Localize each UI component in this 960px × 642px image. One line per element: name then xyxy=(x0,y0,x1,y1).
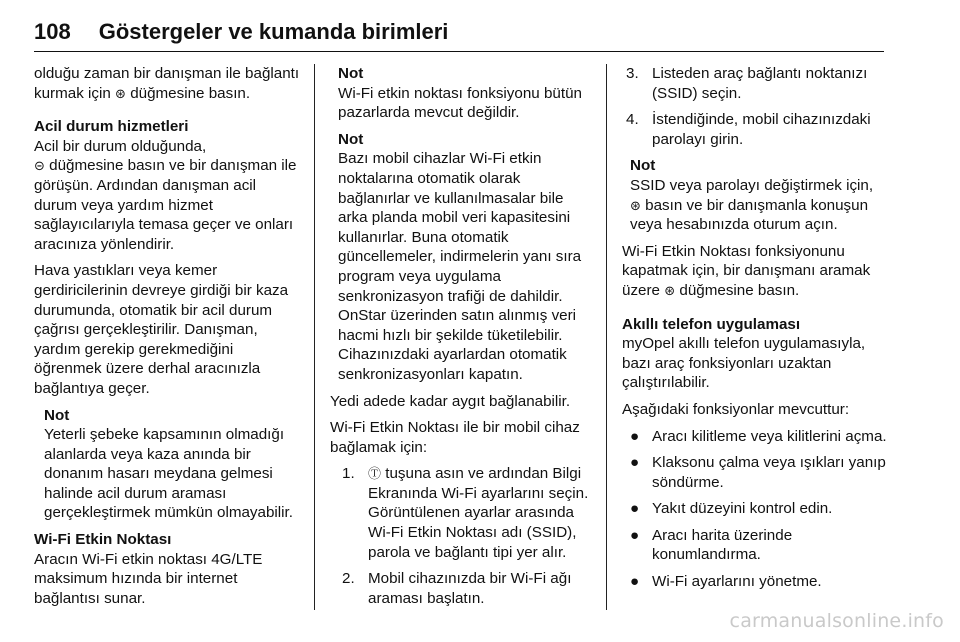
paragraph xyxy=(622,242,890,301)
text: düğmesine basın ve bir danışman ile görüşün. Ardından danışman acil durum veya yardım hizmet sağlayıcılarıyla temasa geçer ve onları aracınıza yönlendirir. xyxy=(34,157,297,253)
section-heading: Akıllı telefon uygulaması xyxy=(622,315,801,333)
note-title: Not xyxy=(338,65,364,82)
note xyxy=(338,64,594,123)
text: Listeden araç bağlantı noktanızı (SSID) seçin. xyxy=(652,65,868,102)
bullet-icon: ● xyxy=(630,500,640,518)
note-title: Not xyxy=(44,406,70,424)
list-item xyxy=(622,427,890,447)
paragraph: Hava yastıkları veya kemer gerdiricilerinin devreye girdiği bir kaza durumunda, otomatik bir acil durum çağrısı gerçekleştirilir. Danışman, yardım gerekip gerekmediğini öğrenmek üzere derhal aracınızla bağlantıya geçer. xyxy=(34,262,289,397)
paragraph xyxy=(34,137,300,255)
list-item xyxy=(626,64,890,103)
list-item xyxy=(622,453,890,492)
info-icon: Ⓣ xyxy=(368,466,382,482)
text: Aracı kilitleme veya kilitlerini açma. xyxy=(652,427,887,445)
bullet-icon: ● xyxy=(630,427,640,445)
column-3 xyxy=(622,64,890,599)
text: Klaksonu çalma veya ışıkları yanıp söndürme. xyxy=(652,454,886,491)
text: İstendiğinde, mobil cihazınızdaki parolayı girin. xyxy=(652,111,871,148)
bullet-list xyxy=(622,427,890,592)
list-item xyxy=(342,464,594,562)
note-text: Yeterli şebeke kapsamının olmadığı alanlarda veya kaza anında bir donanım hasarı meydana gelmesi halinde acil durum araması gerçekleştirmek mümkün olmayabilir. xyxy=(44,426,293,522)
numbered-list xyxy=(342,464,594,608)
note xyxy=(630,156,890,234)
onstar-icon: ⊛ xyxy=(115,85,126,101)
paragraph: Aracın Wi-Fi etkin noktası 4G/LTE maksimum hızında bir internet bağlantısı sunar. xyxy=(34,550,263,607)
list-item xyxy=(622,499,890,519)
paragraph: Yedi adede kadar aygıt bağlanabilir. xyxy=(330,392,571,410)
note xyxy=(338,130,594,385)
note xyxy=(44,406,300,524)
bullet-icon: ● xyxy=(630,526,640,544)
text: düğmesine basın. xyxy=(679,281,800,299)
note-title: Not xyxy=(630,157,656,175)
numbered-list xyxy=(626,64,890,149)
list-number: 3. xyxy=(626,65,639,82)
section-heading: Wi-Fi Etkin Noktası xyxy=(34,531,172,549)
note-text: Wi-Fi etkin noktası fonksiyonu bütün pazarlarda mevcut değildir. xyxy=(338,84,582,122)
list-item xyxy=(626,110,890,149)
paragraph xyxy=(34,64,300,103)
list-number: 4. xyxy=(626,111,639,129)
text: tuşuna asın ve ardından Bilgi Ekranında Wi-Fi ayarlarını seçin. Görüntülenen ayarlar arasında Wi-Fi Etkin Noktası adı (SSID), parola ve bağlantı tipi yer alır. xyxy=(368,465,589,561)
onstar-icon: ⊛ xyxy=(664,282,676,298)
text: basın ve bir danışmanla konuşun veya hesabınızda oturum açın. xyxy=(630,196,869,234)
onstar-icon: ⊛ xyxy=(630,197,641,213)
column-divider xyxy=(314,64,315,610)
list-item xyxy=(622,572,890,592)
bullet-icon: ● xyxy=(630,454,640,472)
text: SSID veya parolayı değiştirmek için, xyxy=(630,176,874,194)
note-title: Not xyxy=(338,130,364,148)
text: Wi-Fi ayarlarını yönetme. xyxy=(652,573,822,591)
bullet-icon: ● xyxy=(630,573,640,591)
list-number: 2. xyxy=(342,570,355,588)
paragraph: Aşağıdaki fonksiyonlar mevcuttur: xyxy=(622,400,850,418)
list-item xyxy=(622,526,890,565)
text: düğmesine basın. xyxy=(130,84,251,102)
text: olduğu zaman bir danışman ile bağlantı kurmak için xyxy=(34,65,300,102)
text: Mobil cihazınızda bir Wi-Fi ağı araması başlatın. xyxy=(368,570,572,607)
note-text: Bazı mobil cihazlar Wi-Fi etkin noktalarına otomatik olarak bağlanırlar ve kullanılmasalar bile arka planda mobil veri kapasitesini kullanırlar. Buna otomatik güncellemeler, indirmelerin yanı sıra program veya uygulama senkronizasyon trafiği de dahildir. OnStar üzerinden satın alınmış veri hacmi hızlı bir şekilde tüketilebilir. Cihazınızdaki ayarlardan otomatik senkronizasyonları kapatın. xyxy=(338,150,582,383)
column-2 xyxy=(330,64,594,615)
list-number: 1. xyxy=(342,465,355,483)
paragraph: Wi-Fi Etkin Noktası ile bir mobil cihaz bağlamak için: xyxy=(330,419,580,456)
list-item xyxy=(342,569,594,608)
section-heading: Acil durum hizmetleri xyxy=(34,118,189,136)
column-divider xyxy=(606,64,607,610)
text: Acil bir durum olduğunda, xyxy=(34,137,207,155)
page-title: Göstergeler ve kumanda birimleri xyxy=(98,19,449,44)
watermark: carmanualsonline.info xyxy=(729,610,944,632)
column-1 xyxy=(34,64,300,615)
sos-icon: ⊝ xyxy=(34,158,45,174)
text: Yakıt düzeyini kontrol edin. xyxy=(652,500,833,518)
text: Wi-Fi Etkin Noktası fonksiyonunu kapatmak için, bir danışmanı aramak üzere xyxy=(622,242,871,299)
page-number: 108 xyxy=(34,19,71,44)
note-text xyxy=(630,176,890,235)
text: Aracı harita üzerinde konumlandırma. xyxy=(652,526,793,564)
paragraph: myOpel akıllı telefon uygulamasıyla, bazı araç fonksiyonları uzaktan çalıştırılabilir. xyxy=(622,335,866,392)
page-header xyxy=(34,19,884,52)
